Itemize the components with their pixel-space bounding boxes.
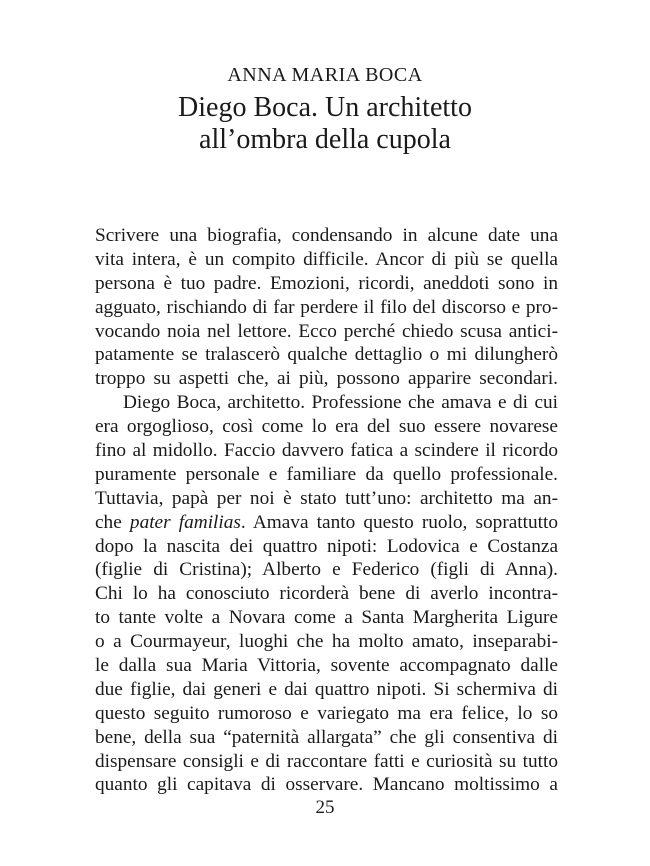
text-line: [95, 511, 558, 535]
text-line: vocando noia nel lettore. Ecco perché chiedo scusa antici-: [95, 320, 558, 342]
text-segment: che: [95, 511, 130, 533]
text-line: dispensare consigli e di raccontare fatti e curiosità su tutto: [95, 750, 558, 772]
text-line: le dalla sua Maria Vittoria, sovente accompagnato dalle: [95, 655, 558, 677]
text-line: dopo la nascita dei quattro nipoti: Lodovica e Costanza: [95, 535, 558, 557]
text-line: troppo su aspetti che, ai più, possono apparire secondari.: [95, 368, 558, 390]
text-line: quanto gli capitava di osservare. Mancano moltissimo a: [95, 774, 558, 796]
body-text: [95, 224, 558, 797]
chapter-title: [0, 92, 650, 156]
page-number: 25: [315, 797, 335, 818]
text-line: Tuttavia, papà per noi è stato tutt’uno: architetto ma an-: [95, 487, 558, 509]
text-line: Diego Boca, architetto. Professione che amava e di cui: [123, 392, 558, 414]
text-line: (figlie di Cristina); Alberto e Federico (figli di Anna).: [95, 559, 558, 581]
text-segment: . Amava tanto questo ruolo, soprattutto: [240, 511, 559, 533]
text-line: fino al midollo. Faccio davvero fatica a scindere il ricordo: [95, 440, 558, 462]
text-line: persona è tuo padre. Emozioni, ricordi, aneddoti sono in: [95, 272, 558, 294]
text-line: to tante volte a Novara come a Santa Margherita Ligure: [95, 607, 558, 629]
author-name: ANNA MARIA BOCA: [227, 64, 423, 86]
text-line: o a Courmayeur, luoghi che ha molto amato, inseparabi-: [95, 631, 558, 653]
text-line: agguato, rischiando di far perdere il filo del discorso e pro-: [95, 296, 558, 318]
chapter-title-line: all’ombra della cupola: [199, 124, 451, 155]
text-line: due figlie, dai generi e dai quattro nipoti. Si schermiva di: [95, 678, 558, 700]
chapter-header: [0, 62, 650, 156]
text-line: vita intera, è un compito difficile. Ancor di più se quella: [95, 248, 558, 270]
text-line: puramente personale e familiare da quello professionale.: [95, 463, 558, 485]
text-line: Scrivere una biografia, condensando in alcune date una: [95, 225, 558, 246]
italic-phrase: pater familias: [129, 511, 241, 533]
text-line: era orgoglioso, così come lo era del suo essere novarese: [95, 416, 558, 438]
text-line: patamente se tralascerò qualche dettaglio o mi dilungherò: [95, 344, 558, 366]
chapter-title-line: Diego Boca. Un architetto: [178, 92, 472, 123]
text-line: bene, della sua “paternità allargata” che gli consentiva di: [95, 726, 558, 748]
text-line: Chi lo ha conosciuto ricorderà bene di averlo incontra-: [95, 583, 558, 605]
text-line: questo seguito rumoroso e variegato ma era felice, lo so: [95, 702, 558, 724]
